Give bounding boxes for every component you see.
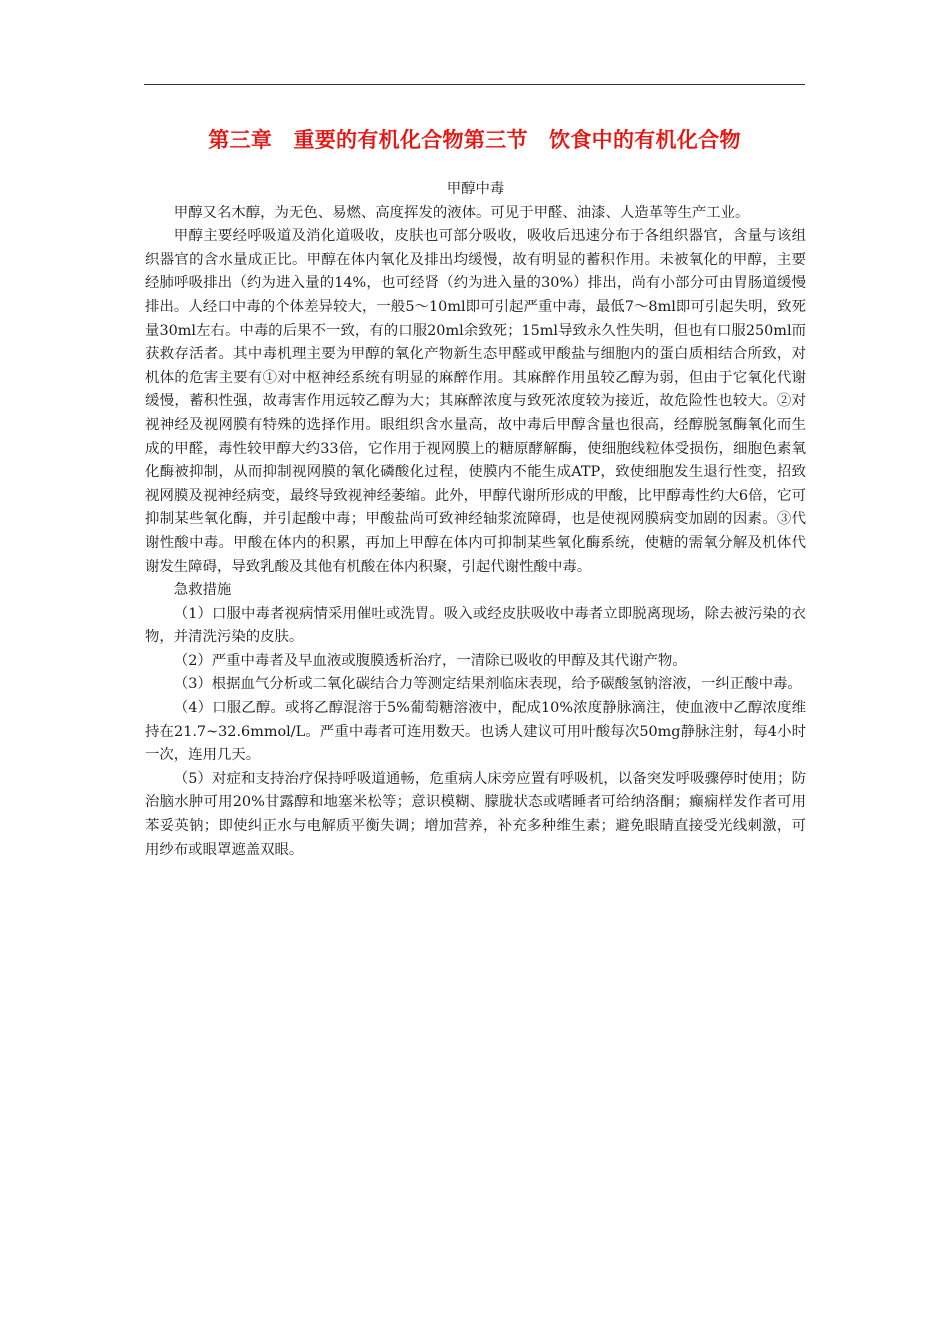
first-aid-item-3: （3）根据血气分析或二氧化碳结合力等测定结果剂临床表现，给予碳酸氢钠溶液，一纠正酸中毒。 [173, 676, 802, 693]
paragraph-intro: 甲醇又名木醇，为无色、易燃、高度挥发的液体。可见于甲醛、油漆、人造革等生产工业。 [173, 204, 750, 221]
article-body [145, 178, 806, 862]
first-aid-item-4: （4）口服乙醇。或将乙醇混溶于5%葡萄糖溶液中，配成10%浓度静脉滴注，使血液中乙醇浓度维持在21.7~32.6mmol/L。严重中毒者可连用数天。也诱人建议可用叶酸每次50mg静脉注射，每4小时一次，连用几天。 [145, 700, 806, 764]
first-aid-item-1: （1）口服中毒者视病情采用催吐或洗胃。吸入或经皮肤吸收中毒者立即脱离现场，除去被污染的衣物，并清洗污染的皮肤。 [145, 605, 806, 646]
section-heading: 甲醇中毒 [446, 181, 505, 197]
first-aid-item-5: （5）对症和支持治疗保持呼吸道通畅，危重病人床旁应置有呼吸机，以备突发呼吸骤停时使用；防治脑水肿可用20%甘露醇和地塞米松等；意识模糊、朦胧状态或嗜睡者可给纳洛酮；癫痫样发作者可用苯妥英钠；即使纠正水与电解质平衡失调；增加营养，补充多种维生素；避免眼睛直接受光线刺激，可用纱布或眼罩遮盖双眼。 [145, 770, 806, 858]
chapter-title: 第三章 重要的有机化合物第三节 饮食中的有机化合物 [208, 128, 741, 152]
first-aid-item-2: （2）严重中毒者及早血液或腹膜透析治疗，一清除已吸收的甲醇及其代谢产物。 [173, 652, 687, 669]
header-rule [144, 84, 805, 85]
paragraph-mechanism: 甲醇主要经呼吸道及消化道吸收，皮肤也可部分吸收，吸收后迅速分布于各组织器官，含量与该组织器官的含水量成正比。甲醇在体内氧化及排出均缓慢，故有明显的蓄积作用。未被氧化的甲醇，主要经肺呼吸排出（约为进入量的14%，也可经肾（约为进入量的30%）排出，尚有小部分可由胃肠道缓慢排出。人经口中毒的个体差异较大，一般5～10ml即可引起严重中毒，最低7～8ml即可引起失明，致死量30ml左右。中毒的后果不一致，有的口服20ml余致死；15ml导致永久性失明，但也有口服250ml而获救存活者。其中毒机理主要为甲醇的氧化产物新生态甲醛或甲酸盐与细胞内的蛋白质相结合所致，对机体的危害主要有①对中枢神经系统有明显的麻醉作用。其麻醉作用虽较乙醇为弱，但由于它氧化代谢缓慢，蓄积性强，故毒害作用远较乙醇为大；其麻醉浓度与致死浓度较为接近，故危险性也较大。②对视神经及视网膜有特殊的选择作用。眼组织含水量高，故中毒后甲醇含量也很高，经醇脱氢酶氧化而生成的甲醛，毒性较甲醇大约33倍，它作用于视网膜上的糖原酵解酶，使细胞线粒体受损伤，细胞色素氧化酶被抑制，从而抑制视网膜的氧化磷酸化过程，使膜内不能生成ATP，致使细胞发生退行性变，招致视网膜及视神经病变，最终导致视神经萎缩。此外，甲醇代谢所形成的甲酸，比甲醇毒性约大6倍，它可抑制某些氧化酶，并引起酸中毒；甲酸盐尚可致神经轴浆流障碍，也是使视网膜病变加剧的因素。③代谢性酸中毒。甲酸在体内的积累，再加上甲醇在体内可抑制某些氧化酶系统，使糖的需氧分解及机体代谢发生障碍，导致乳酸及其他有机酸在体内积聚，引起代谢性酸中毒。 [145, 228, 806, 575]
first-aid-heading: 急救措施 [173, 582, 232, 599]
